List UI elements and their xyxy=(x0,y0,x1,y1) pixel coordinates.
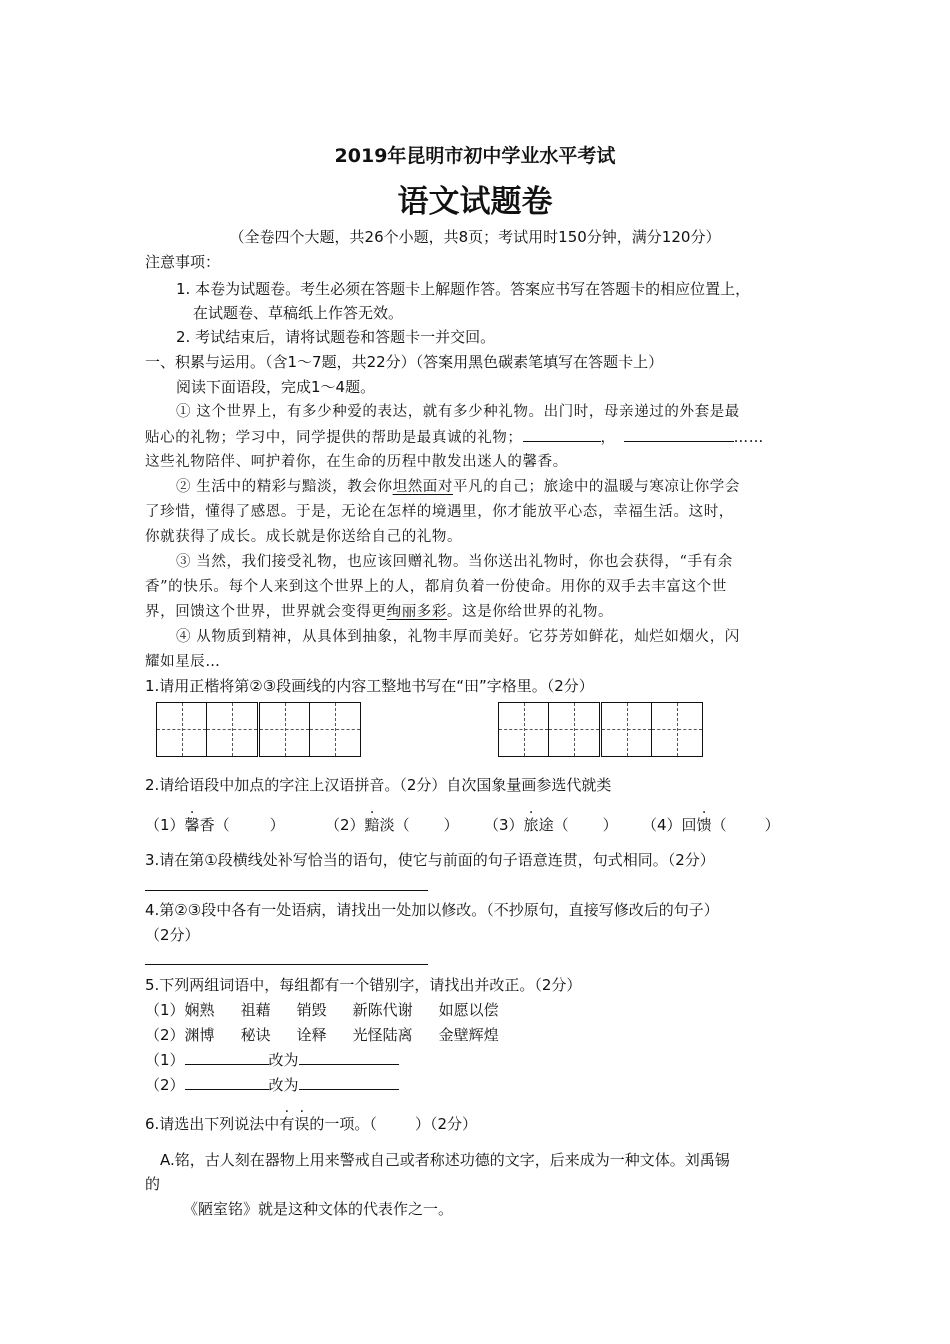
question-text: 的一项。（ ）（2分） xyxy=(309,1115,478,1133)
dotted-char: 黯 xyxy=(364,816,380,834)
word: 渊博 xyxy=(184,1026,215,1044)
row-number: （2） xyxy=(145,1076,185,1094)
dotted-char: 有 xyxy=(279,1115,295,1133)
tian-grid-right[interactable] xyxy=(498,702,600,757)
tian-grid-left[interactable] xyxy=(259,702,361,757)
item-number: （3） xyxy=(484,816,524,834)
notice-title: 注意事项： xyxy=(145,253,221,271)
word-group-1 xyxy=(145,1000,499,1020)
correct-char-blank[interactable] xyxy=(299,1075,399,1090)
passage-p2-line3: 你就获得了成长。成长就是你送给自己的礼物。 xyxy=(145,529,463,545)
item-text: 淡（ xyxy=(379,816,410,834)
section1-intro: 阅读下面语段，完成1～4题。 xyxy=(176,378,376,396)
tian-cell[interactable] xyxy=(310,703,360,756)
word: 秘诀 xyxy=(240,1026,271,1044)
answer-blank xyxy=(624,427,734,442)
pinyin-item-4 xyxy=(642,815,780,835)
group-number: （2） xyxy=(145,1026,185,1044)
item-close: ） xyxy=(269,816,285,834)
passage-text: 平凡的自己；旅途中的温暖与寒凉让你学会 xyxy=(453,479,740,495)
dotted-char: 馈 xyxy=(696,816,712,834)
question-text: 6.请选出下列说法中 xyxy=(145,1115,280,1133)
correction-row-1 xyxy=(145,1050,399,1070)
question-6 xyxy=(145,1114,477,1134)
answer-line[interactable] xyxy=(145,964,428,965)
question-4: 4.第②③段中各有一处语病，请找出一处加以修改。（不抄原句，直接写修改后的句子） xyxy=(145,901,719,919)
tian-cell[interactable] xyxy=(157,703,207,756)
item-number: （2） xyxy=(325,816,365,834)
passage-text: 界，回馈这个世界，世界就会变得更 xyxy=(145,604,387,620)
item-text: （ xyxy=(711,816,727,834)
notice-item-2: 2. 考试结束后，请将试题卷和答题卡一并交回。 xyxy=(176,328,496,346)
passage-p2-line1 xyxy=(176,477,740,497)
notice-item-1: 1. 本卷为试题卷。考生必须在答题卡上解题作答。答案应书写在答题卡的相应位置上， xyxy=(176,280,751,298)
paper-title: 语文试题卷 xyxy=(397,184,553,220)
row-number: （1） xyxy=(145,1051,185,1069)
passage-p1-line3: 这些礼物陪伴、呵护着你，在生命的历程中散发出迷人的馨香。 xyxy=(145,454,568,470)
word: 诠释 xyxy=(296,1026,327,1044)
word: 如愿以偿 xyxy=(438,1001,499,1019)
pinyin-item-1 xyxy=(145,815,285,835)
word: 金壁辉煌 xyxy=(438,1026,499,1044)
section1-heading: 一、积累与运用。（含1～7题，共22分）（答案用黑色碳素笔填写在答题卡上） xyxy=(145,353,664,371)
passage-p1-line2 xyxy=(145,427,764,448)
item-close: ） xyxy=(602,816,618,834)
passage-p2-line2: 了珍惜，懂得了感恩。于是，无论在怎样的境遇里，你才能放平心态，幸福生活。这时， xyxy=(145,504,734,520)
option-a-cont2: 《陋室铭》就是这种文体的代表作之一。 xyxy=(183,1200,454,1218)
tian-cell[interactable] xyxy=(207,703,257,756)
exam-info: （全卷四个大题，共26个小题，共8页；考试用时150分钟，满分120分） xyxy=(229,228,721,246)
passage-p3-line3 xyxy=(145,602,613,622)
tian-cell[interactable] xyxy=(499,703,549,756)
passage-p1-line1: ① 这个世界上，有多少种爱的表达，就有多少种礼物。出门时，母亲递过的外套是最 xyxy=(176,404,740,420)
item-close: ） xyxy=(764,816,780,834)
item-text: 回 xyxy=(681,816,697,834)
answer-line[interactable] xyxy=(145,890,428,891)
word: 祖藉 xyxy=(240,1001,271,1019)
answer-blank xyxy=(523,427,601,442)
item-text: 途（ xyxy=(538,816,569,834)
tian-cell[interactable] xyxy=(602,703,652,756)
passage-p3-line2: 香”的快乐。每个人来到这个世界上的人，都肩负着一份使命。用你的双手去丰富这个世 xyxy=(145,579,727,595)
item-text: 香（ xyxy=(199,816,230,834)
underlined-phrase: 绚丽多彩 xyxy=(386,604,448,620)
passage-text: …… xyxy=(733,430,764,446)
tian-grid-left[interactable] xyxy=(156,702,258,757)
passage-text: 贴心的礼物；学习中，同学提供的帮助是最真诚的礼物； xyxy=(145,430,523,446)
word-group-2 xyxy=(145,1025,499,1045)
dotted-char: 误 xyxy=(294,1115,310,1133)
passage-text: ② 生活中的精彩与黯淡，教会你 xyxy=(176,479,393,495)
change-label: 改为 xyxy=(268,1051,299,1069)
correct-char-blank[interactable] xyxy=(299,1050,399,1065)
word: 娴熟 xyxy=(184,1001,215,1019)
tian-grid-right[interactable] xyxy=(601,702,703,757)
option-a: A.铭，古人刻在器物上用来警戒自己或者称述功德的文字，后来成为一种文体。刘禹锡 xyxy=(160,1151,730,1169)
dotted-char: 馨 xyxy=(184,816,200,834)
dotted-char: 旅 xyxy=(523,816,539,834)
word: 光怪陆离 xyxy=(352,1026,413,1044)
option-a-cont: 的 xyxy=(145,1175,161,1193)
word: 新陈代谢 xyxy=(352,1001,413,1019)
wrong-char-blank[interactable] xyxy=(185,1075,269,1090)
word: 销毁 xyxy=(296,1001,327,1019)
tian-cell[interactable] xyxy=(260,703,310,756)
change-label: 改为 xyxy=(268,1076,299,1094)
question-5: 5.下列两组词语中，每组都有一个错别字，请找出并改正。（2分） xyxy=(145,976,582,994)
passage-p3-line1: ③ 当然，我们接受礼物，也应该回赠礼物。当你送出礼物时，你也会获得，“手有余 xyxy=(176,554,733,570)
passage-p4-line1: ④ 从物质到精神，从具体到抽象，礼物丰厚而美好。它芬芳如鲜花，灿烂如烟火，闪 xyxy=(176,629,740,645)
tian-cell[interactable] xyxy=(652,703,702,756)
tian-cell[interactable] xyxy=(549,703,599,756)
item-close: ） xyxy=(443,816,459,834)
question-4-score: （2分） xyxy=(145,926,200,944)
underlined-phrase: 坦然面对 xyxy=(392,479,454,495)
pinyin-item-3 xyxy=(484,815,618,835)
item-number: （1） xyxy=(145,816,185,834)
group-number: （1） xyxy=(145,1001,185,1019)
exam-title: 2019年昆明市初中学业水平考试 xyxy=(334,145,616,167)
passage-text: 。这是你给世界的礼物。 xyxy=(447,604,614,620)
passage-p4-line2: 耀如星辰… xyxy=(145,654,221,670)
item-number: （4） xyxy=(642,816,682,834)
wrong-char-blank[interactable] xyxy=(185,1050,269,1065)
passage-text: ， xyxy=(600,430,616,446)
question-3: 3.请在第①段横线处补写恰当的语句，使它与前面的句子语意连贯，句式相同。（2分） xyxy=(145,851,715,869)
correction-row-2 xyxy=(145,1075,399,1095)
notice-item-1-cont: 在试题卷、草稿纸上作答无效。 xyxy=(193,304,404,322)
question-1: 1.请用正楷将第②③段画线的内容工整地书写在“田”字格里。（2分） xyxy=(145,677,594,695)
question-2: 2.请给语段中加点的字注上汉语拼音。（2分）自次国象量画参选代就类 xyxy=(145,776,612,794)
pinyin-item-2 xyxy=(325,815,459,835)
